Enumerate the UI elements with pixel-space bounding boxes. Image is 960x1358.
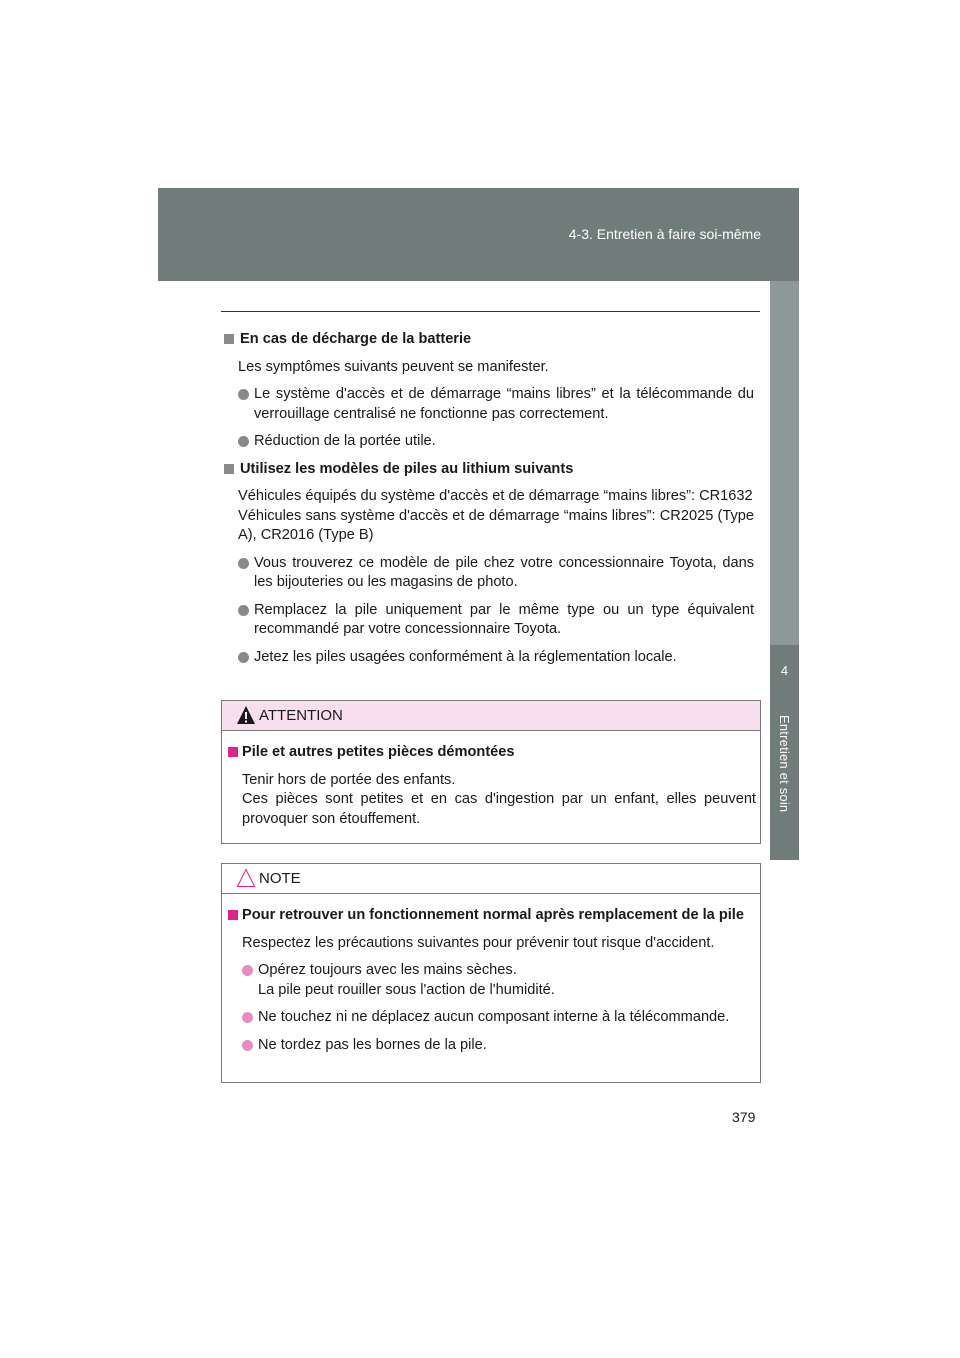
top-divider: [221, 311, 760, 312]
list-item: [242, 1008, 756, 1028]
header-band: [158, 188, 799, 281]
note-heading: [228, 906, 756, 926]
caution-outline-icon: [236, 868, 256, 888]
list-item: [238, 554, 754, 593]
square-bullet-icon: [224, 334, 234, 344]
list-item-text: La pile peut rouiller sous l'action de l'humidité.: [258, 981, 555, 998]
note-header: [222, 864, 760, 894]
battery-intro: Les symptômes suivants peuvent se manifester.: [238, 358, 549, 375]
list-item: [242, 961, 756, 1000]
page-number: 379: [732, 1109, 756, 1125]
lithium-line-2: Véhicules sans système d'accès et de démarrage “mains libres”: CR2025 (Type A), CR2016 (Type B): [238, 507, 754, 543]
warning-icon: [236, 705, 256, 725]
side-tab-upper: [770, 281, 799, 645]
bullet-dot-icon: [238, 558, 249, 569]
note-intro: Respectez les précautions suivantes pour prévenir tout risque d'accident.: [242, 934, 715, 951]
note-heading-text: Pour retrouver un fonctionnement normal après remplacement de la pile: [242, 907, 744, 923]
lithium-line-1: Véhicules équipés du système d'accès et de démarrage “mains libres”: CR1632: [238, 488, 753, 504]
list-item: [238, 601, 754, 640]
list-item: [238, 648, 754, 668]
attention-heading-text: Pile et autres petites pièces démontées: [242, 744, 515, 760]
chapter-side-tab: [770, 645, 799, 860]
list-item-text: Réduction de la portée utile.: [254, 433, 436, 449]
list-item-text: Vous trouverez ce modèle de pile chez votre concessionnaire Toyota, dans les bijouteries ou les magasins de photo.: [254, 554, 754, 590]
bullet-dot-icon: [238, 436, 249, 447]
list-item-text: Ne touchez ni ne déplacez aucun composant interne à la télécommande.: [258, 1009, 730, 1025]
attention-body: [222, 731, 760, 829]
list-item-text: Le système d'accès et de démarrage “mains libres” et la télécommande du verrouillage centralisé ne fonctionne pas correctement.: [254, 386, 754, 422]
square-bullet-icon: [228, 747, 238, 757]
attention-box: [221, 700, 761, 844]
attention-title: ATTENTION: [259, 707, 343, 724]
bullet-dot-icon: [242, 965, 253, 976]
list-item: [238, 385, 754, 424]
note-title: NOTE: [259, 870, 301, 887]
bullet-dot-icon: [238, 652, 249, 663]
chapter-number: 4: [780, 663, 789, 678]
attention-heading: [228, 743, 756, 763]
bullet-dot-icon: [242, 1040, 253, 1051]
lithium-heading-text: Utilisez les modèles de piles au lithium suivants: [240, 460, 574, 477]
list-item: [238, 432, 754, 452]
section-title: 4-3. Entretien à faire soi-même: [568, 226, 761, 242]
chapter-label: Entretien et soin: [777, 715, 792, 813]
list-item: [242, 1036, 756, 1056]
battery-heading-text: En cas de décharge de la batterie: [240, 331, 472, 347]
list-item-text: Remplacez la pile uniquement par le même type ou un type équivalent recommandé par votre concessionnaire Toyota.: [254, 601, 754, 637]
battery-heading: [224, 330, 754, 350]
note-box: [221, 863, 761, 1083]
attention-line-1: Tenir hors de portée des enfants.: [242, 771, 456, 788]
note-body: [222, 894, 760, 1055]
bullet-dot-icon: [238, 605, 249, 616]
attention-header: [222, 701, 760, 731]
attention-line-2: Ces pièces sont petites et en cas d'ingestion par un enfant, elles peuvent provoquer son étouffement.: [242, 791, 756, 827]
list-item-text: Opérez toujours avec les mains sèches.: [258, 962, 517, 978]
bullet-dot-icon: [242, 1012, 253, 1023]
main-content: [224, 330, 754, 675]
list-item-text: Ne tordez pas les bornes de la pile.: [258, 1036, 487, 1053]
square-bullet-icon: [224, 464, 234, 474]
lithium-heading: [224, 460, 754, 480]
square-bullet-icon: [228, 910, 238, 920]
list-item-text: Jetez les piles usagées conformément à la réglementation locale.: [254, 648, 677, 665]
bullet-dot-icon: [238, 389, 249, 400]
